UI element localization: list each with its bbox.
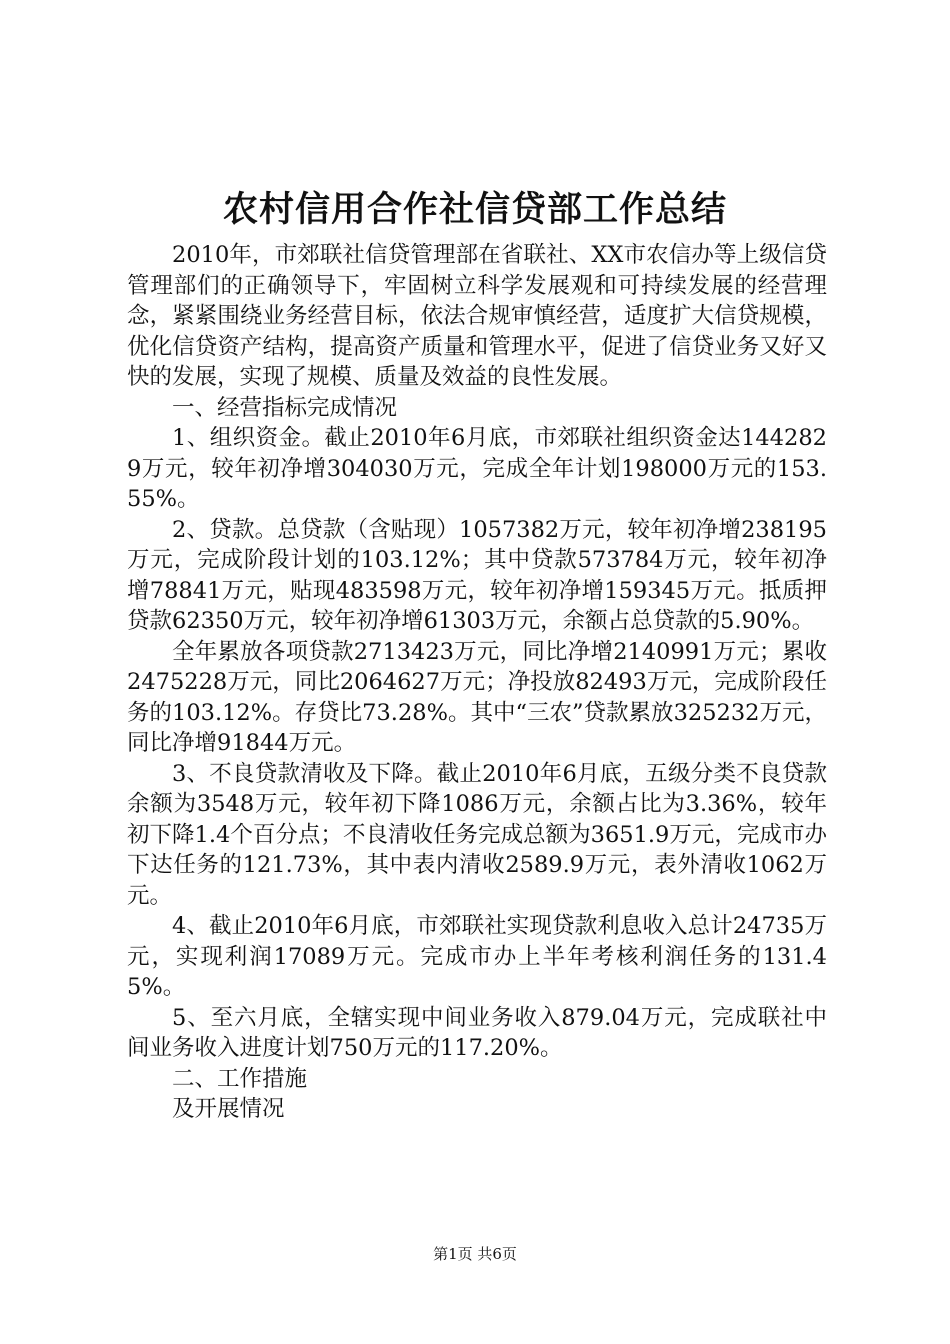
document-body [127,240,827,1125]
section-heading-1: 一、经营指标完成情况 [172,394,398,421]
item-paragraph-bad-loans: 3、不良贷款清收及下降。截止2010年6月底，五级分类不良贷款余额为3548万元，较年初下降1086万元，余额占比为3.36%，较年初下降1.4个百分点；不良清收任务完成总额为3651.9万元，完成市办下达任务的121.73%，其中表内清收2589.9万元，表外清收1062万元。 [127,760,827,909]
section-heading-2: 二、工作措施 [172,1065,308,1092]
section-heading-2-continued: 及开展情况 [172,1096,285,1122]
document-title: 农村信用合作社信贷部工作总结 [222,189,727,230]
item-paragraph-loans: 2、贷款。总贷款（含贴现）1057382万元，较年初净增238195万元，完成阶段计划的103.12%；其中贷款573784万元，较年初净增78841万元，贴现483598万元，较年初净增159345万元。抵质押贷款62350万元，较年初净增61303万元，余额占总贷款的5.90%。 [127,516,827,634]
page-footer: 第1页 共6页 [433,1245,517,1263]
item-paragraph-funds: 1、组织资金。截止2010年6月底，市郊联社组织资金达1442829万元，较年初净增304030万元，完成全年计划198000万元的153.55%。 [127,425,827,512]
item-paragraph-profit: 4、截止2010年6月底，市郊联社实现贷款利息收入总计24735万元，实现利润17089万元。完成市办上半年考核利润任务的131.45%。 [127,913,827,1000]
item-paragraph-intermediary: 5、至六月底，全辖实现中间业务收入879.04万元，完成联社中间业务收入进度计划750万元的117.20%。 [127,1004,827,1061]
loan-summary-paragraph: 全年累放各项贷款2713423万元，同比净增2140991万元；累收2475228万元，同比2064627万元；净投放82493万元，完成阶段任务的103.12%。存贷比73.28%。其中“三农”贷款累放325232万元，同比净增91844万元。 [127,638,827,756]
intro-paragraph: 2010年，市郊联社信贷管理部在省联社、XX市农信办等上级信贷管理部们的正确领导下，牢固树立科学发展观和可持续发展的经营理念，紧紧围绕业务经营目标，依法合规审慎经营，适度扩大信贷规模，优化信贷资产结构，提高资产质量和管理水平，促进了信贷业务又好又快的发展，实现了规模、质量及效益的良性发展。 [127,242,827,390]
